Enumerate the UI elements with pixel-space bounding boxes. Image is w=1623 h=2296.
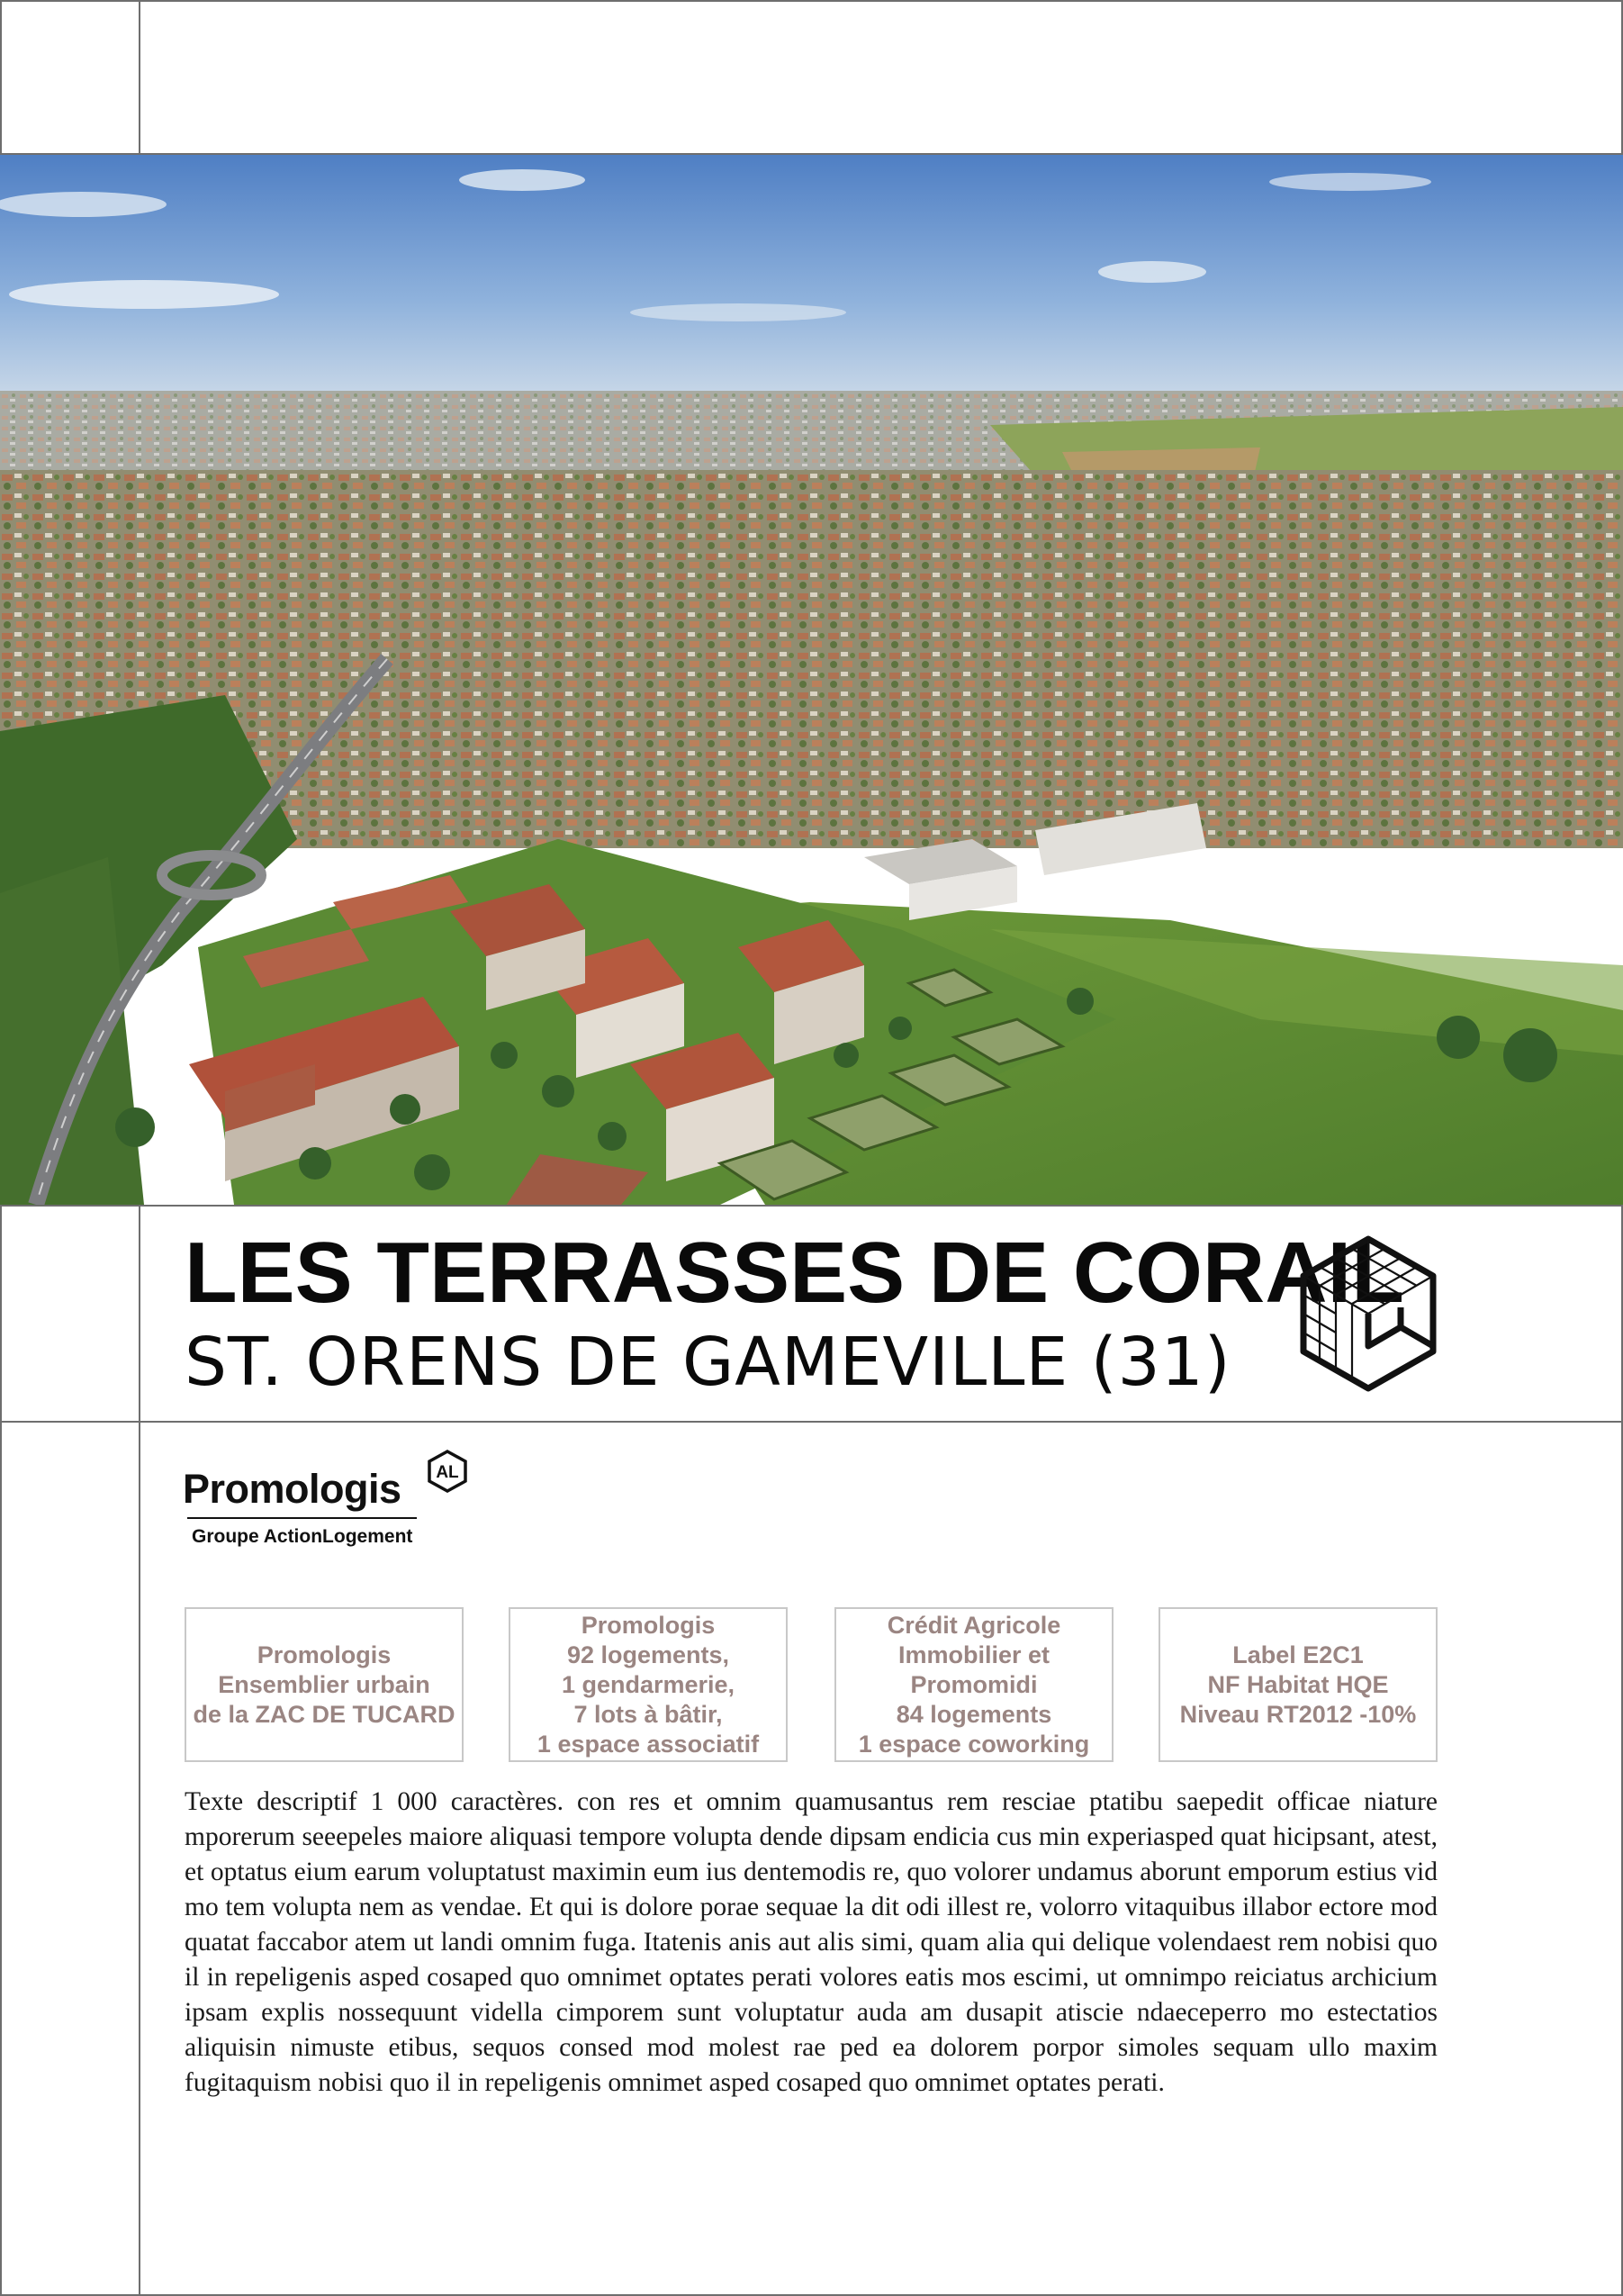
promologis-logo [183, 1450, 489, 1558]
info-box [834, 1607, 1114, 1762]
info-box-line: Promomidi [910, 1670, 1038, 1698]
info-box-line: de la ZAC DE TUCARD [193, 1700, 455, 1728]
info-box-line: 1 espace coworking [858, 1730, 1090, 1758]
info-box-line: 1 gendarmerie, [561, 1670, 735, 1698]
info-box-line: 84 logements [896, 1700, 1052, 1728]
info-box-line: 92 logements, [566, 1641, 730, 1668]
info-box-line: 7 lots à bâtir, [573, 1700, 723, 1728]
info-box-line: 1 espace associatif [536, 1730, 760, 1758]
action-logement-badge-icon [426, 1450, 469, 1493]
top-edge-rule [0, 0, 1623, 2]
mid-frame-rule [0, 1421, 1623, 1423]
isometric-cube-logo-icon [1296, 1234, 1440, 1396]
logo-divider [187, 1517, 417, 1519]
info-box-line: Promologis [257, 1641, 392, 1668]
info-box-line: Promologis [581, 1611, 716, 1639]
info-box [1159, 1607, 1438, 1762]
logo-badge-text: AL [436, 1463, 459, 1482]
info-box-line: Immobilier et [897, 1641, 1050, 1668]
description-paragraph: Texte descriptif 1 000 caractères. con res et omnim quamusantus rem resciae ptatibu saepedit officae niature mporerum seeepeles maiore aliquasi tempore volupta dende dipsam endicia cus min experiasped quat hicipsant, atest, et optatus eium earum voluptatust maximin eum ius dentemodis re, quo volorer undamus aborunt emporum estius vid mo tem volupta nem as vendae. Et qui is dolore porae sequae la dit odi illest re, volorro vitaquibus illabor ectore mod quatat faccabor atem ut landi omnim fuga. Itatenis anis aut alis simi, quam alia qui delique volendaest rem nobisi quo il in repeligenis asped cosaped quo omnimet optates perati volores eatis mos escimi, ut omnimpo reiciatus archicium ipsam explis nossequunt vidella cimporem sunt voluptatur auda am dusapit atiscie ndaeceperro mo estectatios aliquisin nimuste etibus, sequos consed mod molest rae ped ea dolorem porpor simoles sequam ullo maxim fugitaquism nobisi quo il in repeligenis omnimet asped cosaped quo omnimet optates perati. [185, 1787, 1438, 2097]
logo-wordmark: Promologis [183, 1466, 401, 1512]
info-box [509, 1607, 788, 1762]
info-box-line: Niveau RT2012 -10% [1179, 1700, 1417, 1728]
project-title: LES TERRASSES DE CORAIL [185, 1225, 1404, 1321]
info-boxes [185, 1607, 1438, 1762]
info-box-line: Ensemblier urbain [218, 1670, 430, 1698]
left-frame-rule-mid [139, 1205, 140, 2296]
project-location: ST. ORENS DE GAMEVILLE (31) [185, 1324, 1231, 1401]
info-box-line: NF Habitat HQE [1207, 1670, 1389, 1698]
info-box [185, 1607, 464, 1762]
logo-group-name: Groupe ActionLogement [192, 1526, 413, 1547]
hero-aerial-image [0, 155, 1623, 1205]
info-box-line: Label E2C1 [1232, 1641, 1364, 1668]
top-frame-rule-2 [0, 1205, 1623, 1207]
left-frame-rule-top [139, 0, 140, 155]
info-box-line: Crédit Agricole [887, 1611, 1061, 1639]
